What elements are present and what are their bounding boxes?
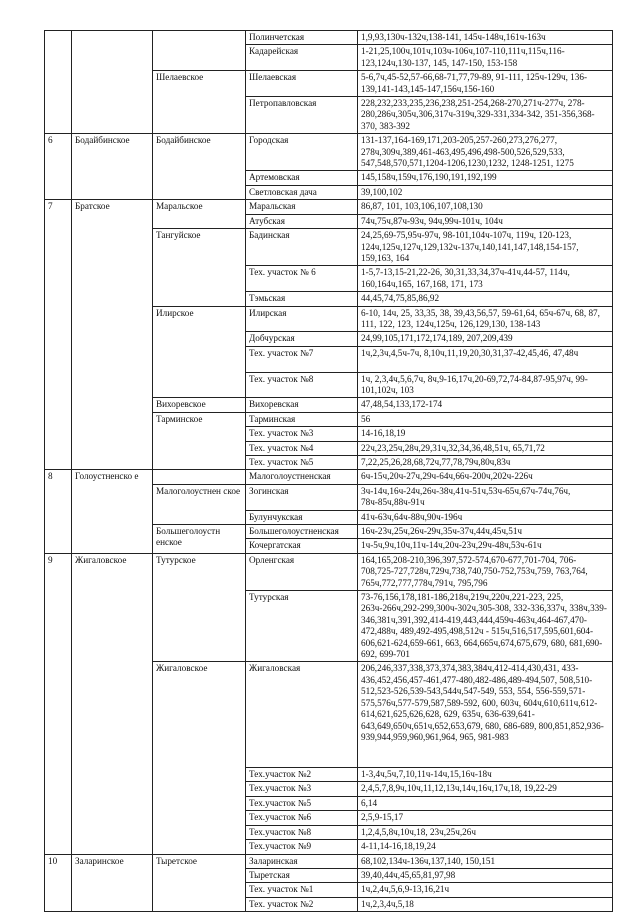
cell-forestry: Городская xyxy=(246,134,358,171)
cell-blocks: 1ч,2,4ч,5,6,9-13,16,21ч xyxy=(358,883,613,897)
cell-blocks: 164,165,208-210,396,397,572-574,670-677,701-704, 706-708,725-727,728ч,729ч,738,740,750-752,753ч,759, 763,764, 765ч,772,777,778ч,791ч, 795,796 xyxy=(358,553,613,590)
cell-blocks: 131-137,164-169,171,203-205,257-260,273,276,277, 278ч,309ч,389,461-463,495,496,498-500,526,529,533, 547,548,570,571,1204-1206,1230,1232, 1248-1251, 1275 xyxy=(358,134,613,171)
cell-municipality xyxy=(153,31,246,71)
cell-municipality: Тыретское xyxy=(153,854,246,912)
cell-forestry: Шелаевская xyxy=(246,71,358,97)
cell-blocks: 41ч-63ч,64ч-88ч,90ч-196ч xyxy=(358,510,613,524)
cell-forestry: Маральская xyxy=(246,200,358,214)
cell-num: 9 xyxy=(45,553,72,854)
cell-blocks: 2,4,5,7,8,9ч,10ч,11,12,13ч,14ч,16ч,17ч,18, 19,22-29 xyxy=(358,782,613,796)
cell-forestry: Тех.участок №8 xyxy=(246,825,358,839)
cell-forestry: Малоголоустненская xyxy=(246,470,358,484)
cell-forestry: Тех. участок №1 xyxy=(246,883,358,897)
cell-blocks: 74ч,75ч,87ч-93ч, 94ч,99ч-101ч, 104ч xyxy=(358,214,613,228)
cell-blocks: 1ч-5ч,9ч,10ч,11ч-14ч,20ч-23ч,29ч-48ч,53ч-61ч xyxy=(358,539,613,553)
table-body xyxy=(45,31,613,912)
cell-municipality: Жигаловское xyxy=(153,662,246,854)
cell-forestry: Кадарейская xyxy=(246,45,358,71)
table-row xyxy=(45,31,613,45)
cell-blocks: 73-76,156,178,181-186,218ч,219ч,220ч,221-223, 225, 263ч-266ч,292-299,300ч-302ч,305-308, 332-336,337ч, 338ч,339-346,381ч,391,392,414-419,443,444,459ч-463ч,464-467,470-472,488ч, 489,492-495,498,512ч - 515ч,516,517,595,601,604-606,621-624,659-661, 663, 664,665ч,674,675,679, 680, 681,690-692, 699-701 xyxy=(358,591,613,662)
cell-forestry: Светловская дача xyxy=(246,185,358,199)
cell-forestry: Тех.участок №9 xyxy=(246,840,358,854)
table-row xyxy=(45,470,613,484)
cell-municipality: Вихоревское xyxy=(153,398,246,412)
cell-blocks: 39,40,44ч,45,65,81,97,98 xyxy=(358,868,613,882)
cell-forestry: Тех. участок № 6 xyxy=(246,266,358,292)
cell-forestry: Илирская xyxy=(246,306,358,332)
table-row xyxy=(45,134,613,171)
cell-blocks: 14-16,18,19 xyxy=(358,427,613,441)
cell-municipality: Шелаевское xyxy=(153,71,246,134)
cell-forestry: Тарминская xyxy=(246,412,358,426)
cell-district xyxy=(72,31,153,134)
cell-forestry: Зогинская xyxy=(246,484,358,510)
cell-municipality: Бодайбинское xyxy=(153,134,246,200)
cell-forestry: Кочергатская xyxy=(246,539,358,553)
table-row xyxy=(45,553,613,590)
cell-blocks: 3ч-14ч,16ч-24ч,26ч-38ч,41ч-51ч,53ч-65ч,67ч-74ч,76ч, 78ч-85ч,88ч-91ч xyxy=(358,484,613,510)
cell-num: 10 xyxy=(45,854,72,912)
cell-forestry: Большеголоустненская xyxy=(246,525,358,539)
cell-forestry: Артемовская xyxy=(246,171,358,185)
cell-blocks: 1-21,25,100ч,101ч,103ч-106ч,107-110,111ч,115ч,116-123,124ч,130-137, 145, 147-150, 153-158 xyxy=(358,45,613,71)
cell-blocks: 2,5,9-15,17 xyxy=(358,811,613,825)
cell-forestry: Тэмьская xyxy=(246,292,358,306)
cell-blocks: 1-3,4ч,5ч,7,10,11ч-14ч,15,16ч-18ч xyxy=(358,768,613,782)
cell-forestry: Жигаловская xyxy=(246,662,358,768)
cell-district: Голоустненско е xyxy=(72,470,153,553)
cell-municipality: Тарминское xyxy=(153,412,246,470)
cell-forestry: Булунчукская xyxy=(246,510,358,524)
cell-num: 7 xyxy=(45,200,72,470)
cell-blocks: 1,9,93,130ч-132ч,138-141, 145ч-148ч,161ч-163ч xyxy=(358,31,613,45)
cell-district: Братское xyxy=(72,200,153,470)
cell-blocks: 4-11,14-16,18,19,24 xyxy=(358,840,613,854)
cell-forestry: Тутурская xyxy=(246,591,358,662)
cell-district: Жигаловское xyxy=(72,553,153,854)
document-page xyxy=(44,30,612,912)
cell-blocks: 1ч, 2,3,4ч,5,6,7ч, 8ч,9-16,17ч,20-69,72,74-84,87-95,97ч, 99-101,102ч, 103 xyxy=(358,372,613,398)
cell-forestry: Тыретская xyxy=(246,868,358,882)
cell-blocks: 6,14 xyxy=(358,796,613,810)
cell-forestry: Тех.участок №6 xyxy=(246,811,358,825)
cell-blocks: 6ч-15ч,20ч-27ч,29ч-64ч,66ч-200ч,202ч-226ч xyxy=(358,470,613,484)
cell-municipality xyxy=(153,470,246,484)
cell-blocks: 228,232,233,235,236,238,251-254,268-270,271ч-277ч, 278-280,286ч,305ч,306,317ч-319ч,329-331,334-342, 351-356,368-370, 383-392 xyxy=(358,97,613,134)
cell-forestry: Тех. участок №7 xyxy=(246,346,358,372)
cell-forestry: Атубская xyxy=(246,214,358,228)
cell-forestry: Полинчетская xyxy=(246,31,358,45)
cell-forestry: Добчурская xyxy=(246,332,358,346)
cell-forestry: Тех. участок №8 xyxy=(246,372,358,398)
cell-num: 6 xyxy=(45,134,72,200)
cell-blocks: 39,100,102 xyxy=(358,185,613,199)
cell-blocks: 86,87, 101, 103,106,107,108,130 xyxy=(358,200,613,214)
cell-blocks: 24,25,69-75,95ч-97ч, 98-101,104ч-107ч, 119ч, 120-123, 124ч,125ч,127ч,129,132ч-137ч,140,141,147,148,154-157, 159,163, 164 xyxy=(358,229,613,266)
cell-blocks: 206,246,337,338,373,374,383,384ч,412-414,430,431, 433-436,452,456,457-461,477-480,482-486,489-494,507, 508,510-512,523-526,539-543,544ч,547-549, 553, 554, 556-559,571-575,576ч,577-579,587,589-592, 600, 603ч, 604ч,610,611ч,612-614,621,625,626,628, 629, 635ч, 636-639,641-643,649,650ч,651ч,652,653,679, 680, 686-689, 800,851,852,936-939,944,959,960,961,964, 965, 981-983 xyxy=(358,662,613,768)
cell-municipality: Тангуйское xyxy=(153,229,246,306)
cell-forestry: Петропавловская xyxy=(246,97,358,134)
cell-district: Заларинское xyxy=(72,854,153,912)
cell-forestry: Тех.участок №3 xyxy=(246,782,358,796)
cell-municipality: Малоголоустнен ское xyxy=(153,484,246,524)
cell-blocks: 44,45,74,75,85,86,92 xyxy=(358,292,613,306)
forest-blocks-table xyxy=(44,30,613,912)
cell-blocks: 1ч,2,3,4ч,5,18 xyxy=(358,897,613,911)
cell-blocks: 7,22,25,26,28,68,72ч,77,78,79ч,80ч,83ч xyxy=(358,455,613,469)
cell-forestry: Тех. участок №5 xyxy=(246,455,358,469)
cell-blocks: 24,99,105,171,172,174,189, 207,209,439 xyxy=(358,332,613,346)
cell-num: 8 xyxy=(45,470,72,553)
cell-forestry: Тех.участок №5 xyxy=(246,796,358,810)
cell-blocks: 1-5,7-13,15-21,22-26, 30,31,33,34,37ч-41ч,44-57, 114ч, 160,164ч,165, 167,168, 171, 173 xyxy=(358,266,613,292)
cell-forestry: Заларинская xyxy=(246,854,358,868)
table-row xyxy=(45,854,613,868)
cell-forestry: Бадинская xyxy=(246,229,358,266)
cell-blocks: 145,158ч,159ч,176,190,191,192,199 xyxy=(358,171,613,185)
cell-blocks: 68,102,134ч-136ч,137,140, 150,151 xyxy=(358,854,613,868)
cell-forestry: Вихоревская xyxy=(246,398,358,412)
cell-forestry: Тех.участок №2 xyxy=(246,768,358,782)
cell-forestry: Тех. участок №4 xyxy=(246,441,358,455)
cell-blocks: 5-6,7ч,45-52,57-66,68-71,77,79-89, 91-111, 125ч-129ч, 136-139,141-143,145-147,156ч,156-160 xyxy=(358,71,613,97)
cell-blocks: 56 xyxy=(358,412,613,426)
cell-blocks: 22ч,23,25ч,28ч,29,31ч,32,34,36,48,51ч, 65,71,72 xyxy=(358,441,613,455)
cell-district: Бодайбинское xyxy=(72,134,153,200)
cell-blocks: 47,48,54,133,172-174 xyxy=(358,398,613,412)
cell-municipality: Илирское xyxy=(153,306,246,398)
table-row xyxy=(45,200,613,214)
cell-municipality: Тутурское xyxy=(153,553,246,662)
cell-forestry: Тех. участок №3 xyxy=(246,427,358,441)
cell-forestry: Орленгская xyxy=(246,553,358,590)
cell-blocks: 1,2,4,5,8ч,10ч,18, 23ч,25ч,26ч xyxy=(358,825,613,839)
cell-blocks: 6-10, 14ч, 25, 33,35, 38, 39,43,56,57, 59-61,64, 65ч-67ч, 68, 87, 111, 122, 123, 124ч,125ч, 126,129,130, 138-143 xyxy=(358,306,613,332)
cell-forestry: Тех. участок №2 xyxy=(246,897,358,911)
cell-blocks: 1ч,2,3ч,4,5ч-7ч, 8,10ч,11,19,20,30,31,37-42,45,46, 47,48ч xyxy=(358,346,613,372)
cell-municipality: Большеголоустн енское xyxy=(153,525,246,554)
cell-num xyxy=(45,31,72,134)
cell-blocks: 16ч-23ч,25ч,26ч-29ч,35ч-37ч,44ч,45ч,51ч xyxy=(358,525,613,539)
cell-municipality: Маральское xyxy=(153,200,246,229)
